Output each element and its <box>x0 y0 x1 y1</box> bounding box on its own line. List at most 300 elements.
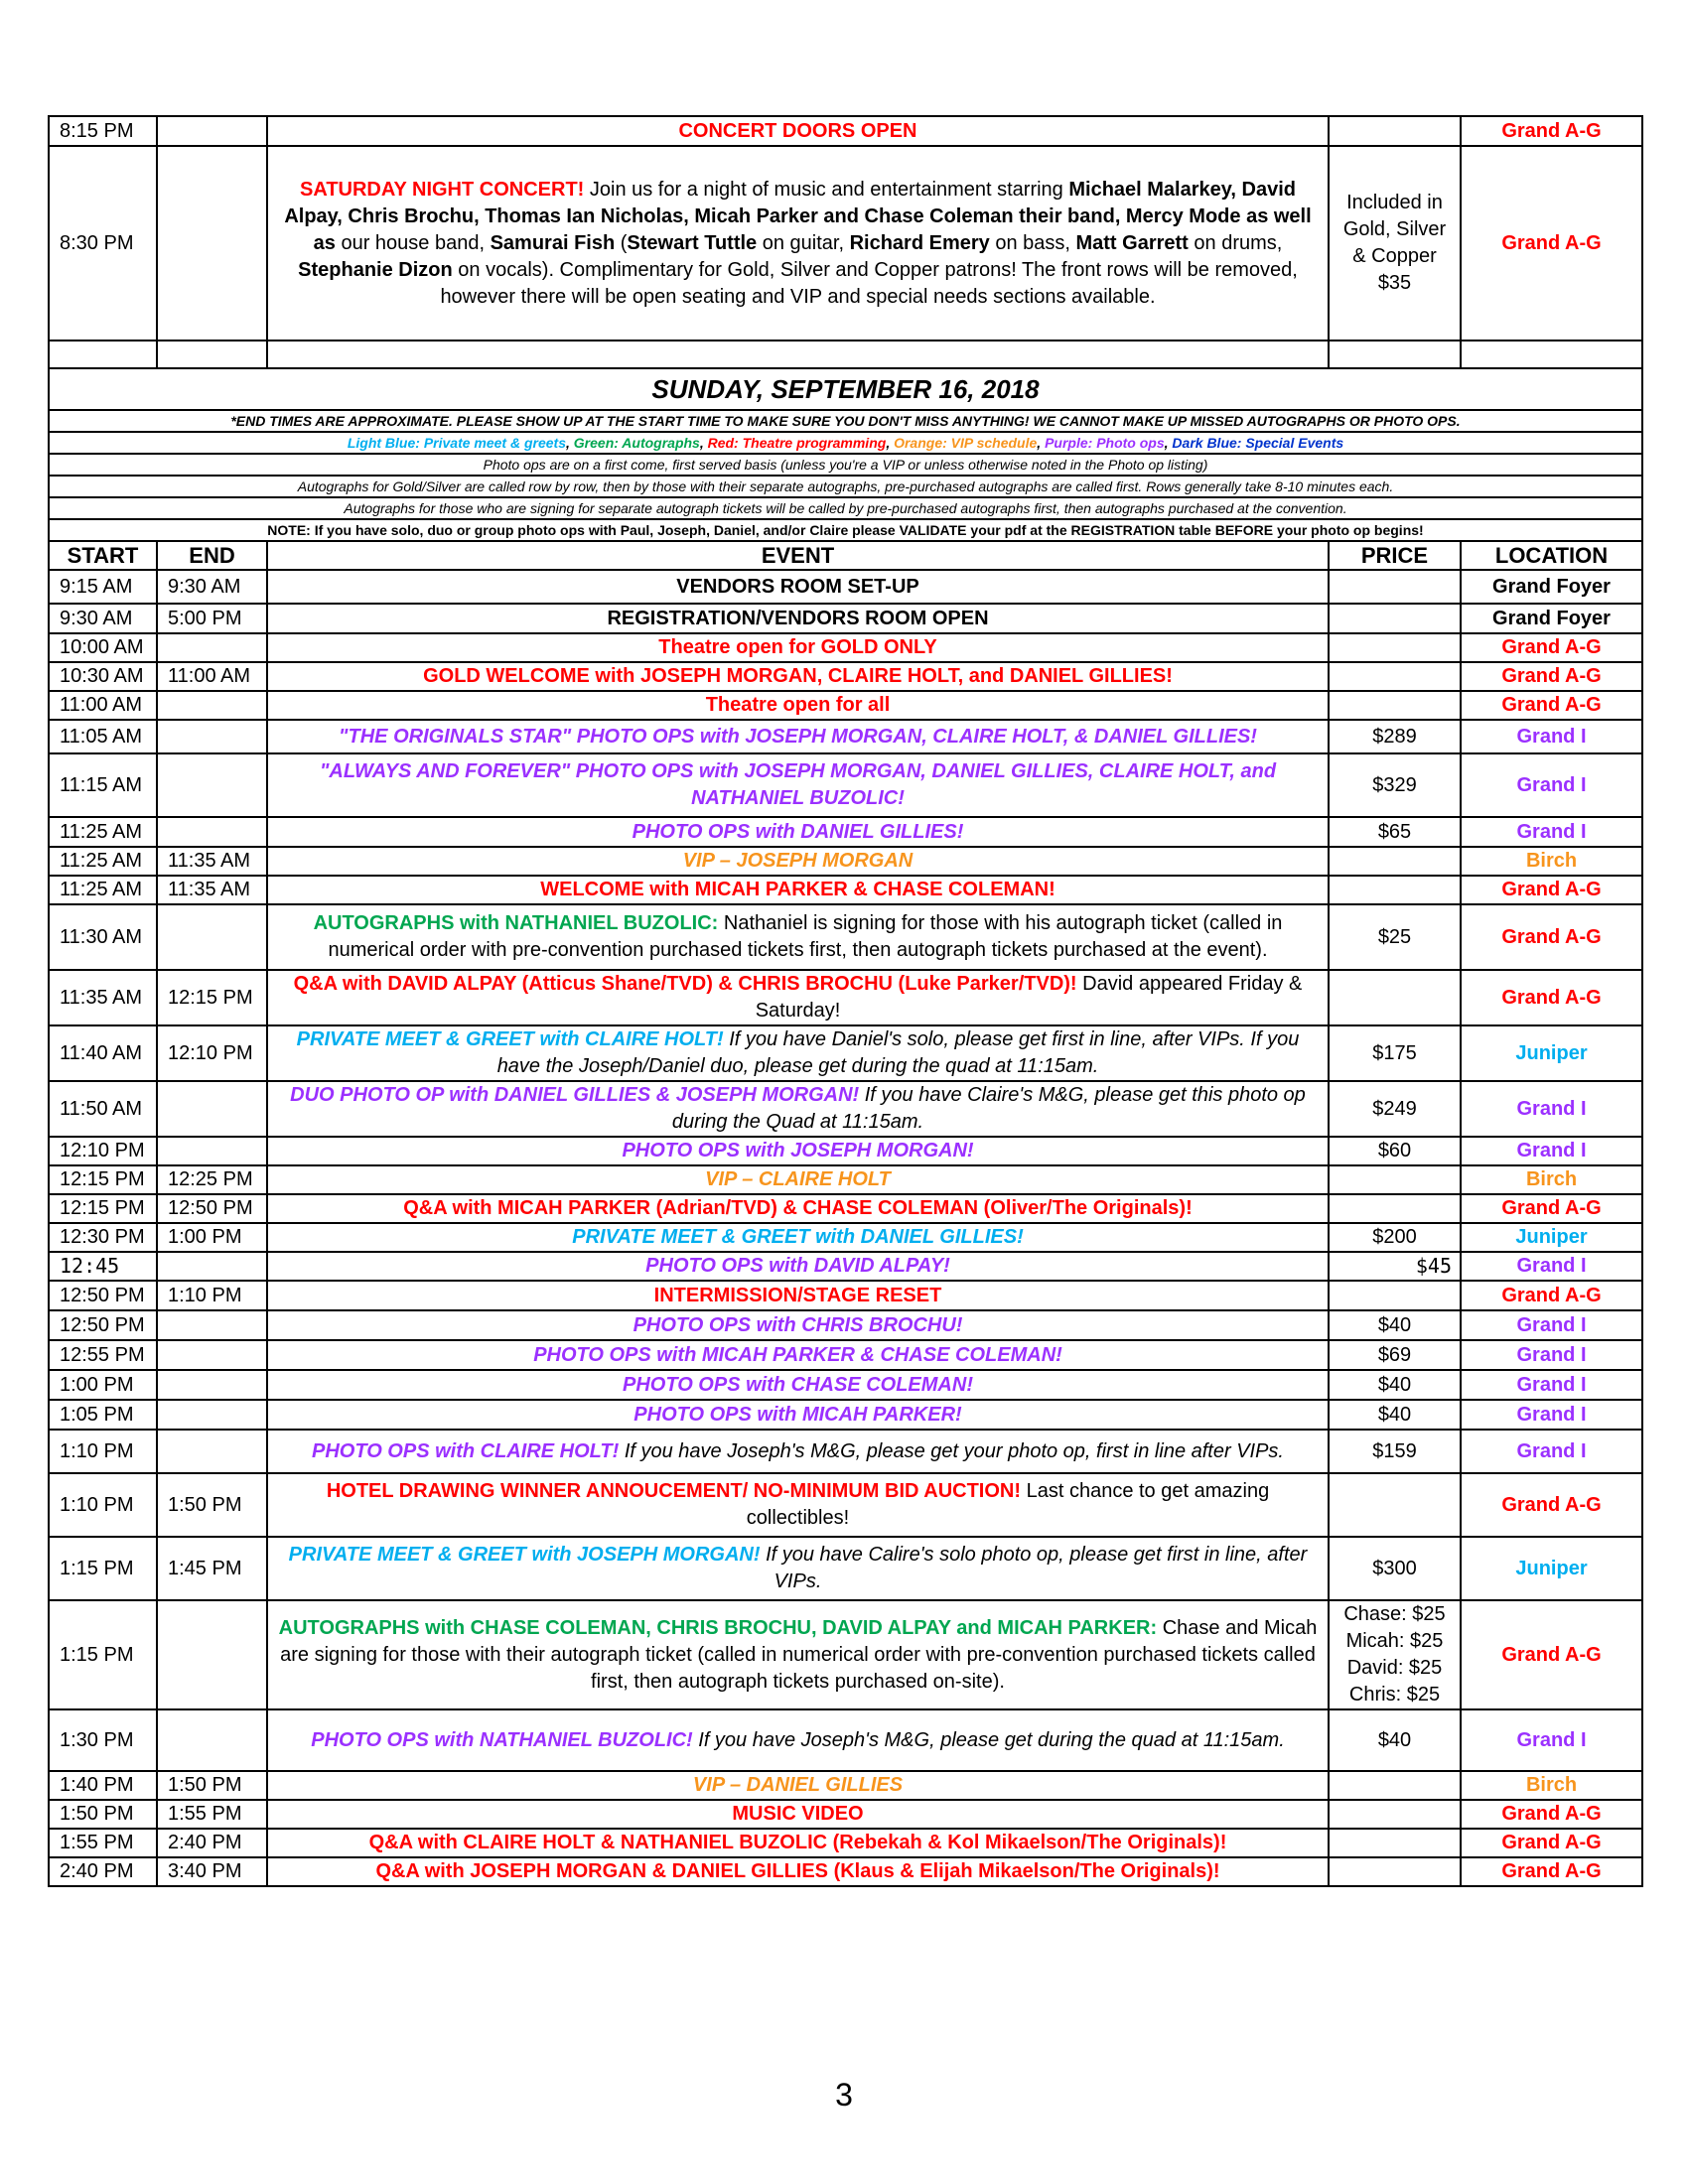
table-row <box>49 1310 1642 1340</box>
location: Grand I <box>1461 817 1642 847</box>
event-title: Theatre open for all <box>705 694 891 716</box>
location: Grand A-G <box>1461 1829 1642 1857</box>
table-row <box>49 1165 1642 1194</box>
event-title: PHOTO OPS with DANIEL GILLIES! <box>632 820 964 843</box>
price: Included in Gold, Silver & Copper $35 <box>1329 146 1461 341</box>
legend-light-blue: Light Blue: Private meet & greets <box>347 435 566 451</box>
table-row <box>49 1340 1642 1370</box>
legend-green: Green: Autographs <box>573 435 700 451</box>
price: $40 <box>1329 1709 1461 1771</box>
event-title: SATURDAY NIGHT CONCERT! <box>300 178 585 201</box>
price: $69 <box>1329 1340 1461 1370</box>
event-text: on guitar, <box>757 231 850 254</box>
start-time: 12:10 PM <box>49 1137 157 1165</box>
note-row <box>49 476 1642 497</box>
event-cell <box>267 1025 1329 1081</box>
note-autographs-gold: Autographs for Gold/Silver are called row by row, then by those with their separate autographs, pre-purchased autographs are called first. Rows generally take 8-10 minutes each. <box>49 476 1642 497</box>
table-row <box>49 720 1642 753</box>
table-row <box>49 691 1642 720</box>
table-row <box>49 1829 1642 1857</box>
end-time: 1:50 PM <box>157 1771 267 1800</box>
note-row <box>49 410 1642 432</box>
location: Grand A-G <box>1461 970 1642 1025</box>
price <box>1329 570 1461 604</box>
spacer-row <box>49 341 1642 368</box>
end-time: 1:50 PM <box>157 1473 267 1537</box>
start-time: 12:50 PM <box>49 1310 157 1340</box>
end-time: 12:15 PM <box>157 970 267 1025</box>
table-row <box>49 570 1642 604</box>
event-cell <box>267 847 1329 876</box>
price: $40 <box>1329 1370 1461 1400</box>
price <box>1329 662 1461 691</box>
location: Grand A-G <box>1461 146 1642 341</box>
event-cell <box>267 1829 1329 1857</box>
event-text: Join us for a night of music and entertainment starring <box>584 178 1069 201</box>
price: $175 <box>1329 1025 1461 1081</box>
start-time: 1:05 PM <box>49 1400 157 1430</box>
table-row <box>49 1400 1642 1430</box>
event-cell <box>267 1223 1329 1252</box>
performer-name: Matt Garrett <box>1075 231 1189 254</box>
price: $200 <box>1329 1223 1461 1252</box>
empty-cell <box>49 341 157 368</box>
end-time: 11:35 AM <box>157 876 267 904</box>
price-line: Chase: $25 <box>1343 1603 1446 1625</box>
legend-purple: Purple: Photo ops <box>1045 435 1165 451</box>
start-time: 1:40 PM <box>49 1771 157 1800</box>
event-title: DUO PHOTO OP with DANIEL GILLIES & JOSEPH MORGAN! <box>290 1084 860 1106</box>
location: Grand I <box>1461 1709 1642 1771</box>
table-row <box>49 1252 1642 1281</box>
start-time: 11:00 AM <box>49 691 157 720</box>
location: Juniper <box>1461 1223 1642 1252</box>
event-title: PRIVATE MEET & GREET with DANIEL GILLIES! <box>572 1226 1024 1248</box>
legend-sep: , <box>886 435 895 451</box>
end-time: 1:10 PM <box>157 1281 267 1310</box>
start-time: 11:25 AM <box>49 847 157 876</box>
location: Grand I <box>1461 1340 1642 1370</box>
event-title: PHOTO OPS with CHRIS BROCHU! <box>633 1313 963 1336</box>
table-row <box>49 1137 1642 1165</box>
price-line: David: $25 <box>1346 1657 1443 1679</box>
event-title: PHOTO OPS with CHASE COLEMAN! <box>623 1373 973 1396</box>
event-text: on vocals). Complimentary for Gold, Silver and Copper patrons! The front rows will be removed, however there will be open seating and VIP and special needs sections available. <box>440 258 1298 308</box>
event-cell <box>267 720 1329 753</box>
event-details: If you have Joseph's M&G, please get during the quad at 11:15am. <box>692 1728 1285 1751</box>
table-row <box>49 847 1642 876</box>
location: Grand A-G <box>1461 1281 1642 1310</box>
start-time: 11:50 AM <box>49 1081 157 1137</box>
event-details: If you have Calire's solo photo op, please get first in line, after VIPs. <box>760 1544 1308 1592</box>
location: Birch <box>1461 1165 1642 1194</box>
price <box>1329 1829 1461 1857</box>
event-title: PHOTO OPS with DAVID ALPAY! <box>645 1255 950 1277</box>
event-details: Last chance to get amazing collectibles! <box>746 1480 1270 1529</box>
event-title: PRIVATE MEET & GREET with CLAIRE HOLT! <box>296 1028 724 1050</box>
page-number: 3 <box>835 2077 853 2113</box>
end-time <box>157 817 267 847</box>
end-time <box>157 116 267 146</box>
event-cell <box>267 817 1329 847</box>
empty-cell <box>1329 341 1461 368</box>
end-time <box>157 1340 267 1370</box>
day-title-row <box>49 368 1642 410</box>
start-time: 12:50 PM <box>49 1281 157 1310</box>
end-time: 3:40 PM <box>157 1857 267 1886</box>
start-time: 9:15 AM <box>49 570 157 604</box>
note-autographs-separate: Autographs for those who are signing for separate autograph tickets will be called by pre-purchased autographs first, then autographs purchased at the convention. <box>49 497 1642 519</box>
start-time: 11:30 AM <box>49 904 157 970</box>
concert-description <box>267 146 1329 341</box>
event-cell <box>267 1370 1329 1400</box>
event-title: Q&A with CLAIRE HOLT & NATHANIEL BUZOLIC (Rebekah & Kol Mikaelson/The Originals)! <box>368 1832 1227 1853</box>
table-row <box>49 633 1642 662</box>
location: Grand A-G <box>1461 904 1642 970</box>
location: Grand Foyer <box>1461 604 1642 633</box>
performer-name: Stephanie Dizon <box>298 258 453 281</box>
location: Grand I <box>1461 1137 1642 1165</box>
note-photo-ops: Photo ops are on a first come, first served basis (unless you're a VIP or unless otherwise noted in the Photo op listing) <box>49 454 1642 476</box>
event-title: Q&A with DAVID ALPAY (Atticus Shane/TVD) & CHRIS BROCHU (Luke Parker/TVD)! <box>293 973 1077 995</box>
event-title: CONCERT DOORS OPEN <box>267 116 1329 146</box>
event-cell <box>267 1340 1329 1370</box>
end-time: 5:00 PM <box>157 604 267 633</box>
price: $159 <box>1329 1430 1461 1473</box>
start-time: 11:05 AM <box>49 720 157 753</box>
price <box>1329 691 1461 720</box>
event-title: PHOTO OPS with MICAH PARKER! <box>633 1403 962 1426</box>
start-time: 1:10 PM <box>49 1430 157 1473</box>
location: Grand A-G <box>1461 1194 1642 1223</box>
table-row <box>49 1771 1642 1800</box>
end-time: 1:00 PM <box>157 1223 267 1252</box>
table-row <box>49 1857 1642 1886</box>
price: $60 <box>1329 1137 1461 1165</box>
location: Grand I <box>1461 1430 1642 1473</box>
event-details: If you have Daniel's solo, please get first in line, after VIPs. If you have the Joseph/Daniel duo, please get during the quad at 11:15am. <box>496 1028 1300 1077</box>
end-time <box>157 691 267 720</box>
table-row <box>49 970 1642 1025</box>
end-time: 12:50 PM <box>157 1194 267 1223</box>
event-cell <box>267 1281 1329 1310</box>
price <box>1329 1281 1461 1310</box>
legend-sep: , <box>1164 435 1173 451</box>
price-line: Chris: $25 <box>1348 1684 1441 1706</box>
end-time <box>157 1430 267 1473</box>
event-cell <box>267 570 1329 604</box>
event-cell <box>267 1137 1329 1165</box>
event-text: ( <box>615 231 628 254</box>
price <box>1329 1600 1461 1709</box>
legend-sep: , <box>699 435 708 451</box>
event-cell <box>267 691 1329 720</box>
event-title: REGISTRATION/VENDORS ROOM OPEN <box>607 607 989 629</box>
start-time: 12:15 PM <box>49 1165 157 1194</box>
end-time <box>157 1081 267 1137</box>
end-time <box>157 1600 267 1709</box>
table-row <box>49 1430 1642 1473</box>
location: Grand A-G <box>1461 662 1642 691</box>
performer-name: Stewart Tuttle <box>627 231 758 254</box>
note-row <box>49 497 1642 519</box>
end-time <box>157 720 267 753</box>
price <box>1329 847 1461 876</box>
empty-cell <box>267 341 1329 368</box>
price: $329 <box>1329 753 1461 817</box>
event-title: PRIVATE MEET & GREET with JOSEPH MORGAN! <box>288 1544 761 1566</box>
table-row <box>49 817 1642 847</box>
legend-orange: Orange: VIP schedule <box>894 435 1038 451</box>
start-time: 1:15 PM <box>49 1600 157 1709</box>
table-row <box>49 1194 1642 1223</box>
start-time: 1:50 PM <box>49 1800 157 1829</box>
note-row <box>49 519 1642 541</box>
location: Grand A-G <box>1461 1857 1642 1886</box>
end-time <box>157 904 267 970</box>
event-title: WELCOME with MICAH PARKER & CHASE COLEMAN! <box>540 879 1055 900</box>
event-details: David appeared Friday & Saturday! <box>755 973 1303 1022</box>
start-time: 8:15 PM <box>49 116 157 146</box>
price: $25 <box>1329 904 1461 970</box>
table-row <box>49 1709 1642 1771</box>
start-time: 12:45 <box>49 1252 157 1281</box>
end-time <box>157 1370 267 1400</box>
event-title: HOTEL DRAWING WINNER ANNOUCEMENT/ NO-MINIMUM BID AUCTION! <box>326 1480 1022 1502</box>
start-time: 1:30 PM <box>49 1709 157 1771</box>
event-cell <box>267 1310 1329 1340</box>
schedule-table <box>48 115 1643 1887</box>
empty-cell <box>1461 341 1642 368</box>
location: Grand I <box>1461 753 1642 817</box>
price: $40 <box>1329 1400 1461 1430</box>
event-title: AUTOGRAPHS with NATHANIEL BUZOLIC: <box>313 912 719 934</box>
start-time: 9:30 AM <box>49 604 157 633</box>
price <box>1329 1473 1461 1537</box>
start-time: 11:15 AM <box>49 753 157 817</box>
table-row <box>49 1537 1642 1600</box>
legend-sep: , <box>1037 435 1046 451</box>
start-time: 1:00 PM <box>49 1370 157 1400</box>
end-time <box>157 1252 267 1281</box>
location: Juniper <box>1461 1025 1642 1081</box>
table-row <box>49 1370 1642 1400</box>
concert-row <box>49 146 1642 341</box>
end-time: 12:10 PM <box>157 1025 267 1081</box>
table-row <box>49 1025 1642 1081</box>
start-time: 11:25 AM <box>49 876 157 904</box>
header-row <box>49 541 1642 570</box>
price <box>1329 116 1461 146</box>
event-details: Chase and Micah are signing for those with their autograph ticket (called in numerical order with pre-convention purchased tickets called first, then autograph tickets purchased on-site). <box>280 1616 1318 1693</box>
legend-sep: , <box>566 435 574 451</box>
table-row <box>49 604 1642 633</box>
end-time: 1:45 PM <box>157 1537 267 1600</box>
price <box>1329 604 1461 633</box>
performer-name: Richard Emery <box>849 231 990 254</box>
event-cell <box>267 1709 1329 1771</box>
event-title: PHOTO OPS with CLAIRE HOLT! <box>312 1439 620 1462</box>
header-price: PRICE <box>1329 541 1461 570</box>
location: Grand I <box>1461 720 1642 753</box>
header-end: END <box>157 541 267 570</box>
price <box>1329 633 1461 662</box>
event-cell <box>267 633 1329 662</box>
empty-cell <box>157 341 267 368</box>
event-title: PHOTO OPS with JOSEPH MORGAN! <box>622 1140 974 1161</box>
end-time <box>157 1310 267 1340</box>
location: Birch <box>1461 847 1642 876</box>
header-location: LOCATION <box>1461 541 1642 570</box>
price: $249 <box>1329 1081 1461 1137</box>
event-title: INTERMISSION/STAGE RESET <box>653 1284 942 1306</box>
location: Grand A-G <box>1461 116 1642 146</box>
event-cell <box>267 1537 1329 1600</box>
legend-red: Red: Theatre programming <box>707 435 887 451</box>
color-legend <box>49 432 1642 454</box>
table-row <box>49 1800 1642 1829</box>
event-cell <box>267 904 1329 970</box>
location: Grand A-G <box>1461 1800 1642 1829</box>
event-cell <box>267 753 1329 817</box>
event-cell <box>267 970 1329 1025</box>
event-cell <box>267 1194 1329 1223</box>
start-time: 11:35 AM <box>49 970 157 1025</box>
table-row <box>49 1600 1642 1709</box>
location: Grand I <box>1461 1252 1642 1281</box>
start-time: 1:15 PM <box>49 1537 157 1600</box>
event-details: If you have Claire's M&G, please get this photo op during the Quad at 11:15am. <box>671 1084 1306 1133</box>
event-title: PHOTO OPS with MICAH PARKER & CHASE COLEMAN! <box>533 1343 1062 1366</box>
price: $300 <box>1329 1537 1461 1600</box>
price: $65 <box>1329 817 1461 847</box>
price <box>1329 1857 1461 1886</box>
start-time: 12:55 PM <box>49 1340 157 1370</box>
header-event: EVENT <box>267 541 1329 570</box>
event-cell <box>267 1400 1329 1430</box>
location: Juniper <box>1461 1537 1642 1600</box>
event-title: "THE ORIGINALS STAR" PHOTO OPS with JOSEPH MORGAN, CLAIRE HOLT, & DANIEL GILLIES! <box>339 725 1257 748</box>
table-row <box>49 1281 1642 1310</box>
legend-row <box>49 432 1642 454</box>
start-time: 12:15 PM <box>49 1194 157 1223</box>
event-title: MUSIC VIDEO <box>732 1803 864 1825</box>
day-title: SUNDAY, SEPTEMBER 16, 2018 <box>49 368 1642 410</box>
start-time: 10:30 AM <box>49 662 157 691</box>
start-time: 1:10 PM <box>49 1473 157 1537</box>
location: Grand A-G <box>1461 1600 1642 1709</box>
price-line: Micah: $25 <box>1345 1630 1444 1652</box>
event-title: "ALWAYS AND FOREVER" PHOTO OPS with JOSEPH MORGAN, DANIEL GILLIES, CLAIRE HOLT, and NATHANIEL BUZOLIC! <box>319 760 1277 809</box>
event-title: GOLD WELCOME with JOSEPH MORGAN, CLAIRE HOLT, and DANIEL GILLIES! <box>423 665 1173 687</box>
start-time: 2:40 PM <box>49 1857 157 1886</box>
end-time: 11:35 AM <box>157 847 267 876</box>
event-title: Q&A with JOSEPH MORGAN & DANIEL GILLIES (Klaus & Elijah Mikaelson/The Originals)! <box>375 1860 1220 1882</box>
price <box>1329 1194 1461 1223</box>
price <box>1329 1800 1461 1829</box>
location: Birch <box>1461 1771 1642 1800</box>
table-row <box>49 753 1642 817</box>
event-title: VIP – CLAIRE HOLT <box>705 1168 891 1190</box>
price <box>1329 1165 1461 1194</box>
event-cell <box>267 1430 1329 1473</box>
price: $289 <box>1329 720 1461 753</box>
start-time: 1:55 PM <box>49 1829 157 1857</box>
event-text: on bass, <box>989 231 1076 254</box>
end-time: 9:30 AM <box>157 570 267 604</box>
event-cell <box>267 604 1329 633</box>
end-time <box>157 1137 267 1165</box>
legend-dark-blue: Dark Blue: Special Events <box>1172 435 1344 451</box>
event-cell <box>267 1165 1329 1194</box>
end-time <box>157 1400 267 1430</box>
performer-names: Michael Malarkey, David Alpay, Chris Brochu, Thomas Ian Nicholas, Micah Parker and Chase Coleman their band, Mercy Mode as well as <box>284 178 1312 254</box>
note-end-times: *END TIMES ARE APPROXIMATE. PLEASE SHOW UP AT THE START TIME TO MAKE SURE YOU DON'T MISS ANYTHING! WE CANNOT MAKE UP MISSED AUTOGRAPHS OR PHOTO OPS. <box>49 410 1642 432</box>
table-row <box>49 876 1642 904</box>
end-time <box>157 753 267 817</box>
location: Grand I <box>1461 1081 1642 1137</box>
event-text: on drums, <box>1188 231 1283 254</box>
event-cell <box>267 1771 1329 1800</box>
event-cell <box>267 662 1329 691</box>
end-time: 1:55 PM <box>157 1800 267 1829</box>
start-time: 8:30 PM <box>49 146 157 341</box>
event-title: AUTOGRAPHS with CHASE COLEMAN, CHRIS BROCHU, DAVID ALPAY and MICAH PARKER: <box>278 1616 1158 1639</box>
event-text: our house band, <box>335 231 491 254</box>
event-cell <box>267 1857 1329 1886</box>
end-time <box>157 1709 267 1771</box>
end-time <box>157 146 267 341</box>
location: Grand A-G <box>1461 633 1642 662</box>
header-start: START <box>49 541 157 570</box>
event-details: Nathaniel is signing for those with his autograph ticket (called in numerical order with pre-convention purchased tickets first, then autograph tickets purchased at the event). <box>328 912 1283 961</box>
band-name: Samurai Fish <box>490 231 616 254</box>
event-title: PHOTO OPS with NATHANIEL BUZOLIC! <box>311 1728 693 1751</box>
location: Grand I <box>1461 1400 1642 1430</box>
table-row <box>49 1081 1642 1137</box>
table-row <box>49 1473 1642 1537</box>
table-row <box>49 1223 1642 1252</box>
event-title: VIP – JOSEPH MORGAN <box>682 850 914 872</box>
start-time: 11:25 AM <box>49 817 157 847</box>
event-cell <box>267 1473 1329 1537</box>
event-cell <box>267 1081 1329 1137</box>
event-title: VIP – DANIEL GILLIES <box>692 1774 904 1796</box>
event-title: VENDORS ROOM SET-UP <box>676 575 919 598</box>
price: $40 <box>1329 1310 1461 1340</box>
event-cell <box>267 1800 1329 1829</box>
price: $45 <box>1329 1252 1461 1281</box>
table-row <box>49 904 1642 970</box>
price <box>1329 970 1461 1025</box>
location: Grand I <box>1461 1370 1642 1400</box>
start-time: 10:00 AM <box>49 633 157 662</box>
location: Grand Foyer <box>1461 570 1642 604</box>
end-time: 2:40 PM <box>157 1829 267 1857</box>
price <box>1329 1771 1461 1800</box>
end-time: 12:25 PM <box>157 1165 267 1194</box>
event-title: Theatre open for GOLD ONLY <box>658 636 937 658</box>
location: Grand A-G <box>1461 691 1642 720</box>
location: Grand A-G <box>1461 876 1642 904</box>
note-validate: NOTE: If you have solo, duo or group photo ops with Paul, Joseph, Daniel, and/or Claire please VALIDATE your pdf at the REGISTRATION table BEFORE your photo op begins! <box>49 519 1642 541</box>
event-cell <box>267 1600 1329 1709</box>
event-details: If you have Joseph's M&G, please get your photo op, first in line after VIPs. <box>619 1439 1284 1462</box>
start-time: 12:30 PM <box>49 1223 157 1252</box>
location: Grand A-G <box>1461 1473 1642 1537</box>
location: Grand I <box>1461 1310 1642 1340</box>
table-row <box>49 116 1642 146</box>
